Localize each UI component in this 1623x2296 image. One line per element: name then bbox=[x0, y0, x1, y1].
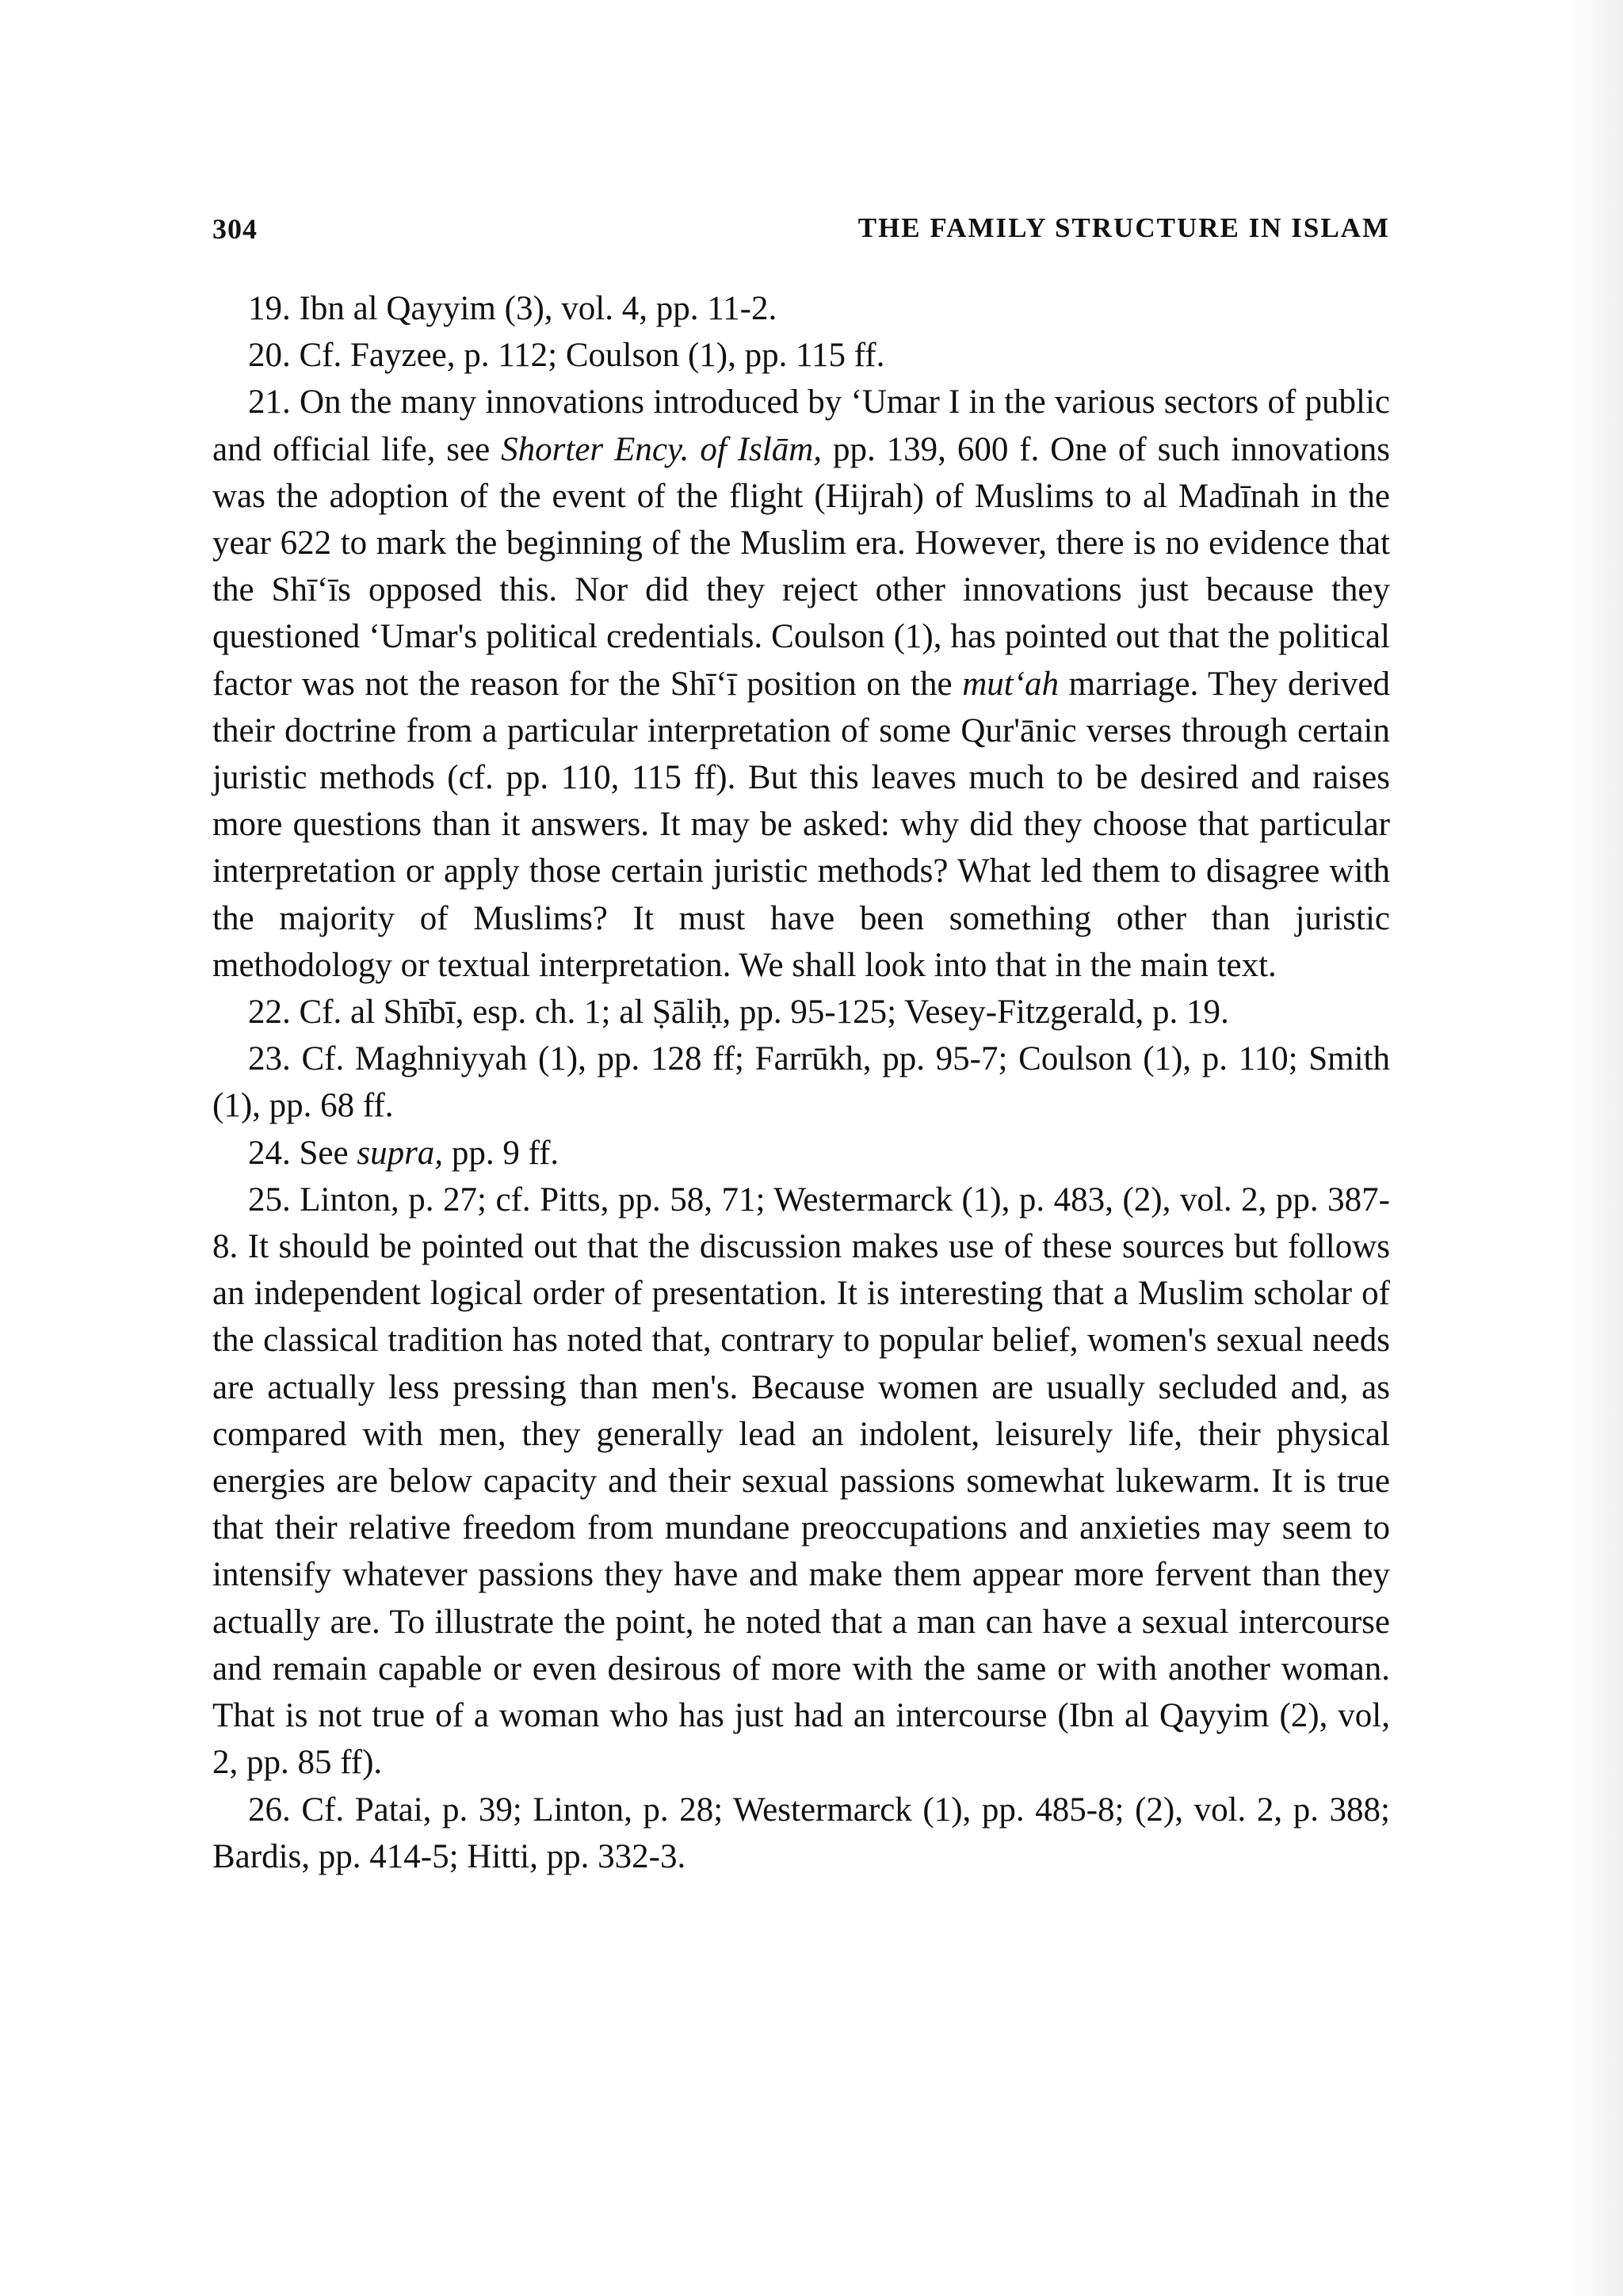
page-number: 304 bbox=[212, 213, 258, 245]
page-edge-shadow bbox=[1568, 0, 1623, 2296]
note-number: 23. bbox=[248, 1040, 291, 1078]
note-26 bbox=[212, 1787, 1390, 1880]
note-number: 22. bbox=[248, 994, 291, 1032]
note-text: Cf. Patai, p. 39; Linton, p. 28; Westermarck (1), pp. 485-8; (2), vol. 2, p. 388; Bardis, pp. 414-5; Hitti, pp. 332-3. bbox=[212, 1791, 1391, 1875]
running-title: THE FAMILY STRUCTURE IN ISLAM bbox=[857, 212, 1390, 243]
note-24 bbox=[212, 1130, 1390, 1177]
note-25 bbox=[212, 1177, 1390, 1787]
note-21 bbox=[212, 379, 1390, 989]
note-italic-term: mut‘ah bbox=[962, 665, 1060, 703]
page-header bbox=[212, 212, 1390, 252]
endnotes bbox=[212, 285, 1390, 1880]
note-text: Linton, p. 27; cf. Pitts, pp. 58, 71; Westermarck (1), p. 483, (2), vol. 2, pp. 387-8. It should be pointed out that the discussion makes use of these sources but follows an independent logical order of presentation. It is interesting that a Muslim scholar of the classical tradition has noted that, contrary to popular belief, women's sexual needs are actually less pressing than men's. Because women are usually secluded and, as compared with men, they generally lead an indolent, leisurely life, their physical energies are below capacity and their sexual passions somewhat lukewarm. It is true that their relative freedom from mundane preoccupations and anxieties may seem to intensify whatever passions they have and make them appear more fervent than they actually are. To illustrate the point, he noted that a man can have a sexual intercourse and remain capable or even desirous of more with the same or with another woman. That is not true of a woman who has just had an intercourse (Ibn al Qayyim (2), vol, 2, pp. 85 ff). bbox=[212, 1180, 1390, 1782]
note-italic-title: Shorter Ency. of Islām, bbox=[501, 430, 823, 468]
note-19 bbox=[212, 285, 1390, 332]
note-number: 24. bbox=[248, 1134, 291, 1172]
note-20 bbox=[212, 332, 1390, 379]
note-23 bbox=[212, 1035, 1390, 1129]
note-number: 26. bbox=[248, 1791, 291, 1829]
note-number: 19. bbox=[248, 290, 291, 327]
note-number: 25. bbox=[248, 1180, 291, 1219]
note-22 bbox=[212, 989, 1390, 1035]
note-text: marriage. They derived their doctrine from a particular interpretation of some Qur'ānic verses through certain juristic methods (cf. pp. 110, 115 ff). But this leaves much to be desired and raises more questions than it answers. It may be asked: why did they choose that particular interpretation or apply those certain juristic methods? What led them to disagree with the majority of Muslims? It must have been something other than juristic methodology or textual interpretation. We shall look into that in the main text. bbox=[212, 665, 1390, 984]
note-text: Cf. Fayzee, p. 112; Coulson (1), pp. 115 ff. bbox=[299, 337, 885, 375]
note-text: Cf. al Shībī, esp. ch. 1; al Ṣāliḥ, pp. 95-125; Vesey-Fitzgerald, p. 19. bbox=[299, 994, 1229, 1032]
note-text: See bbox=[299, 1134, 357, 1172]
note-text: Cf. Maghniyyah (1), pp. 128 ff; Farrūkh, pp. 95-7; Coulson (1), p. 110; Smith (1), pp. 68 ff. bbox=[212, 1040, 1391, 1125]
note-text: Ibn al Qayyim (3), vol. 4, pp. 11-2. bbox=[299, 290, 777, 327]
note-number: 21. bbox=[248, 383, 291, 421]
note-text: pp. 139, 600 f. One of such innovations was the adoption of the event of the flight (Hijrah) of Muslims to al Madīnah in the year 622 to mark the beginning of the Muslim era. However, there is no evidence that the Shī‘īs opposed this. Nor did they reject other innovations just because they questioned ‘Umar's political credentials. Coulson (1), has pointed out that the political factor was not the reason for the Shī‘ī position on the bbox=[212, 430, 1390, 703]
note-italic-term: supra, bbox=[357, 1134, 444, 1172]
note-text: On the many innovations introduced by ‘Umar I in the various sectors of public and official life, see bbox=[212, 383, 1390, 468]
note-number: 20. bbox=[248, 337, 291, 375]
note-text: pp. 9 ff. bbox=[443, 1134, 559, 1172]
